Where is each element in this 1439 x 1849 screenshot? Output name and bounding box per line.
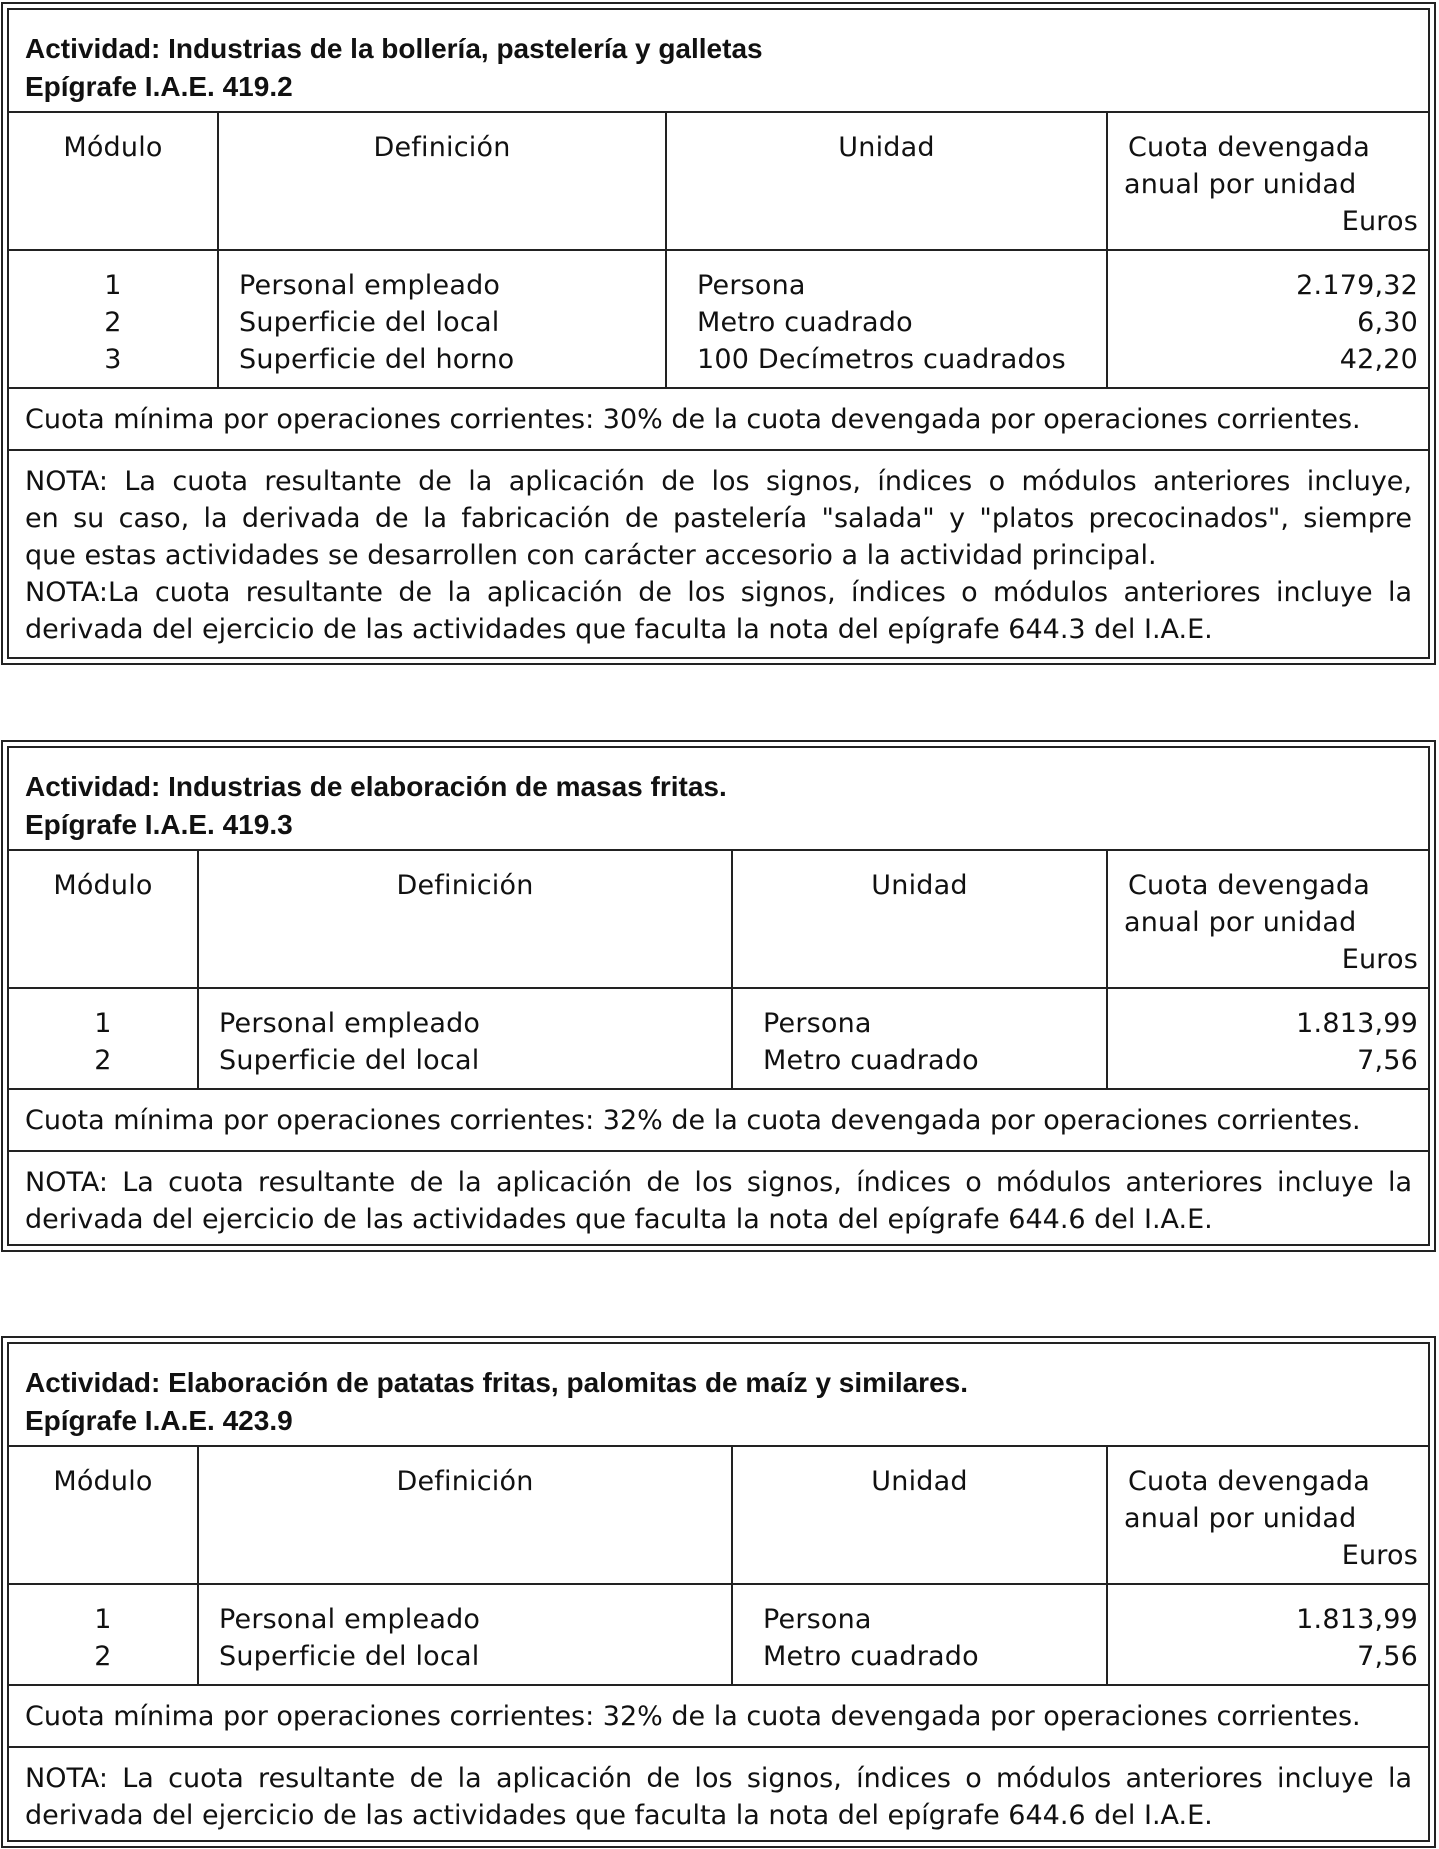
unidad-cell: Metro cuadrado: [697, 307, 913, 338]
cuota-minima-text: Cuota mínima por operaciones corrientes: 30% de la cuota devengada por operaciones corrientes.: [25, 404, 1361, 435]
nota-line: NOTA:La cuota resultante de la aplicación de los signos, índices o módulos anteriores incluye la: [25, 577, 1412, 608]
unidad-cell: Persona: [697, 270, 806, 301]
table-title: [9, 1344, 1428, 1447]
unidad-cell: 100 Decímetros cuadrados: [697, 344, 1066, 375]
cuota-cell: 7,56: [1357, 1641, 1418, 1672]
modulo-cell: 1: [94, 1604, 112, 1635]
nota-line: que estas actividades se desarrollen con carácter accesorio a la actividad principal.: [25, 540, 1157, 571]
nota-line: derivada del ejercicio de las actividades que faculta la nota del epígrafe 644.3 del I.A.E.: [25, 614, 1213, 645]
data-rows: [9, 1585, 1428, 1686]
definicion-cell: Superficie del local: [219, 1045, 480, 1076]
cuota-cell: 6,30: [1357, 307, 1418, 338]
modulo-cell: 2: [94, 1045, 112, 1076]
epigrafe-heading: Epígrafe I.A.E. 419.3: [25, 809, 293, 840]
nota-line: en su caso, la derivada de la fabricación de pastelería "salada" y "platos precocinados", siempre: [25, 503, 1412, 534]
cuota-cell: 42,20: [1339, 344, 1418, 375]
column-header-cuota: Cuota devengada anual por unidad Euros: [1124, 132, 1418, 237]
cuota-cell: 1.813,99: [1296, 1604, 1418, 1635]
modulo-cell: 2: [104, 307, 122, 338]
cuota-minima-text: Cuota mínima por operaciones corrientes: 32% de la cuota devengada por operaciones corrientes.: [25, 1701, 1361, 1732]
column-header-unidad: Unidad: [871, 1466, 968, 1497]
unidad-cell: Persona: [763, 1604, 872, 1635]
modulo-cell: 1: [94, 1008, 112, 1039]
modulo-cell: 3: [104, 344, 122, 375]
nota-line: NOTA: La cuota resultante de la aplicación de los signos, índices o módulos anteriores incluye,: [25, 466, 1412, 497]
definicion-cell: Personal empleado: [219, 1008, 481, 1039]
definicion-cell: Superficie del local: [239, 307, 500, 338]
definicion-cell: Superficie del local: [219, 1641, 480, 1672]
epigrafe-heading: Epígrafe I.A.E. 419.2: [25, 71, 293, 102]
definicion-cell: Personal empleado: [219, 1604, 481, 1635]
table-title: [9, 10, 1428, 113]
module-table-419-2: [1, 2, 1436, 665]
nota-row: [9, 1748, 1428, 1840]
unidad-cell: Metro cuadrado: [763, 1045, 979, 1076]
header-row: [9, 851, 1428, 989]
epigrafe-heading: Epígrafe I.A.E. 423.9: [25, 1405, 293, 1436]
nota-row: [9, 1152, 1428, 1244]
nota-line: NOTA: La cuota resultante de la aplicación de los signos, índices o módulos anteriores incluye la: [25, 1167, 1412, 1198]
actividad-heading: Actividad: Industrias de la bollería, pastelería y galletas: [25, 33, 763, 64]
cuota-minima-row: [9, 389, 1428, 451]
cuota-minima-text: Cuota mínima por operaciones corrientes: 32% de la cuota devengada por operaciones corrientes.: [25, 1105, 1361, 1136]
column-header-unidad: Unidad: [871, 870, 968, 901]
cuota-cell: 1.813,99: [1296, 1008, 1418, 1039]
cuota-minima-row: [9, 1090, 1428, 1152]
module-table-423-9: [1, 1336, 1436, 1848]
column-header-definicion: Definición: [396, 1466, 534, 1497]
column-header-unidad: Unidad: [838, 132, 935, 163]
cuota-cell: 2.179,32: [1296, 270, 1418, 301]
actividad-heading: Actividad: Elaboración de patatas fritas, palomitas de maíz y similares.: [25, 1367, 968, 1398]
header-row: [9, 113, 1428, 251]
modulo-cell: 1: [104, 270, 122, 301]
column-header-cuota: Cuota devengada anual por unidad Euros: [1124, 1466, 1418, 1571]
module-table-419-3: [1, 740, 1436, 1252]
cuota-minima-row: [9, 1686, 1428, 1748]
nota-line: derivada del ejercicio de las actividades que faculta la nota del epígrafe 644.6 del I.A.E.: [25, 1800, 1213, 1831]
column-header-modulo: Módulo: [53, 870, 153, 901]
cuota-cell: 7,56: [1357, 1045, 1418, 1076]
definicion-cell: Superficie del horno: [239, 344, 515, 375]
column-header-definicion: Definición: [396, 870, 534, 901]
definicion-cell: Personal empleado: [239, 270, 501, 301]
column-header-cuota: Cuota devengada anual por unidad Euros: [1124, 870, 1418, 975]
column-header-modulo: Módulo: [53, 1466, 153, 1497]
data-rows: [9, 989, 1428, 1090]
unidad-cell: Metro cuadrado: [763, 1641, 979, 1672]
header-row: [9, 1447, 1428, 1585]
nota-row: [9, 451, 1428, 657]
unidad-cell: Persona: [763, 1008, 872, 1039]
column-header-definicion: Definición: [373, 132, 511, 163]
actividad-heading: Actividad: Industrias de elaboración de masas fritas.: [25, 771, 727, 802]
data-rows: [9, 251, 1428, 389]
column-header-modulo: Módulo: [63, 132, 163, 163]
modulo-cell: 2: [94, 1641, 112, 1672]
nota-line: NOTA: La cuota resultante de la aplicación de los signos, índices o módulos anteriores incluye la: [25, 1763, 1412, 1794]
table-title: [9, 748, 1428, 851]
nota-line: derivada del ejercicio de las actividades que faculta la nota del epígrafe 644.6 del I.A.E.: [25, 1204, 1213, 1235]
